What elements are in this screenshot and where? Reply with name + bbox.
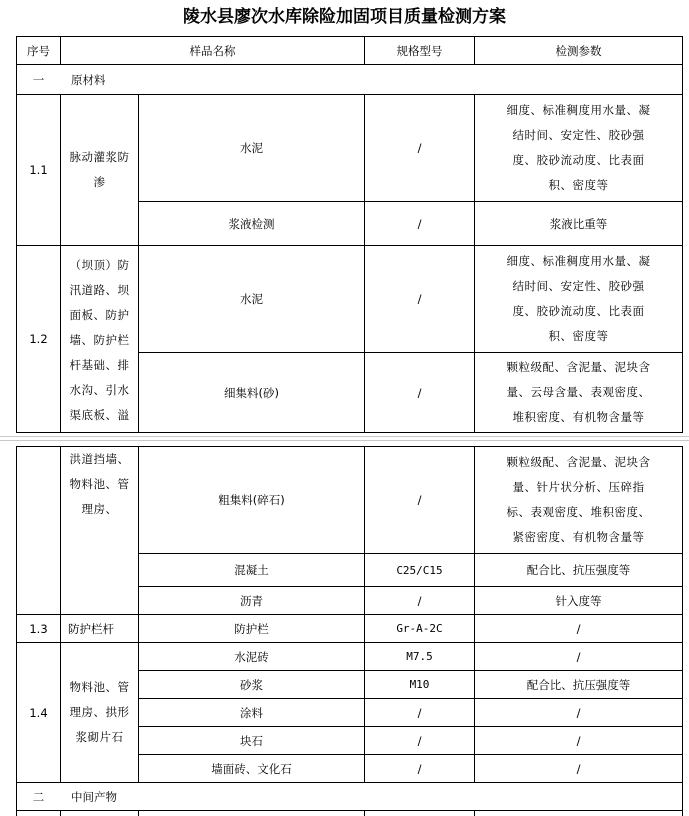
row-index: 1.1 — [29, 163, 48, 177]
item-spec: / — [417, 292, 422, 306]
item-name: 涂料 — [240, 705, 263, 720]
item-name: 水泥砖 — [234, 649, 269, 664]
item-name: 块石 — [240, 733, 263, 748]
row-group: 物料池、管 理房、拱形 浆砌片石 — [69, 680, 130, 744]
item-spec: / — [417, 216, 422, 231]
item-name: 浆液检测 — [228, 216, 275, 231]
section-index: 一 — [32, 72, 45, 87]
item-spec: / — [417, 705, 422, 720]
item-spec: / — [417, 761, 422, 776]
row-group: （坝顶）防 汛道路、坝 面板、防护 墙、防护栏 杆基础、排 水沟、引水 渠底板、溢 — [69, 258, 130, 422]
header-params: 检测参数 — [555, 43, 602, 58]
section-index: 二 — [32, 789, 45, 804]
item-params: 针入度等 — [555, 593, 602, 608]
item-name: 粗集料(碎石) — [218, 493, 285, 507]
document-title: 陵水县廖次水库除险加固项目质量检测方案 — [183, 7, 506, 27]
page-break-gap — [0, 433, 689, 445]
item-spec: / — [417, 493, 422, 507]
section-label: 中间产物 — [71, 789, 117, 804]
item-params: 配合比、抗压强度等 — [526, 563, 631, 577]
row-group: 脉动灌浆防 渗 — [69, 150, 130, 189]
item-params: / — [576, 761, 581, 776]
item-spec: / — [417, 141, 422, 155]
item-params: 细度、标准稠度用水量、凝 结时间、安定性、胶砂强 度、胶砂流动度、比表面 积、密度等 — [506, 103, 651, 192]
item-name: 沥青 — [240, 593, 263, 608]
page-break-line-top — [0, 436, 689, 437]
row-index: 1.4 — [29, 705, 48, 720]
item-spec: Gr-A-2C — [396, 622, 443, 635]
item-name: 墙面砖、文化石 — [211, 761, 292, 776]
header-sample-name: 样品名称 — [189, 43, 236, 58]
item-params: / — [576, 705, 581, 720]
item-name: 水泥 — [240, 141, 263, 155]
item-params: 配合比、抗压强度等 — [526, 677, 631, 692]
item-spec: M7.5 — [406, 650, 433, 663]
item-params: 浆液比重等 — [549, 216, 608, 231]
item-spec: C25/C15 — [396, 563, 443, 577]
item-name: 细集料(砂) — [224, 385, 279, 400]
row-group: 防护栏杆 — [68, 621, 114, 636]
item-params: 颗粒级配、含泥量、泥块含 量、针片状分析、压碎指 标、表观密度、堆积密度、 紧密密度、有机物含量等 — [506, 455, 651, 544]
item-params: 颗粒级配、含泥量、泥块含 量、云母含量、表观密度、 堆积密度、有机物含量等 — [506, 360, 651, 424]
item-name: 防护栏 — [234, 621, 269, 636]
row-index: 1.2 — [29, 332, 48, 346]
item-params: / — [576, 621, 581, 636]
page-break-line-bottom — [0, 440, 689, 441]
item-params: 细度、标准稠度用水量、凝 结时间、安定性、胶砂强 度、胶砂流动度、比表面 积、密度等 — [506, 254, 651, 343]
header-index: 序号 — [27, 43, 50, 58]
row-group-continued: 洪道挡墙、 物料池、管 理房、 — [69, 452, 130, 516]
item-spec: / — [417, 385, 422, 400]
section-label: 原材料 — [71, 72, 106, 87]
item-spec: M10 — [409, 678, 430, 691]
item-spec: / — [417, 593, 422, 608]
item-name: 水泥 — [240, 292, 263, 306]
item-params: / — [576, 649, 581, 664]
item-name: 砂浆 — [240, 677, 263, 692]
item-name: 混凝土 — [234, 563, 269, 577]
header-spec: 规格型号 — [396, 43, 443, 58]
item-spec: / — [417, 733, 422, 748]
row-index: 1.3 — [29, 621, 48, 636]
item-params: / — [576, 733, 581, 748]
